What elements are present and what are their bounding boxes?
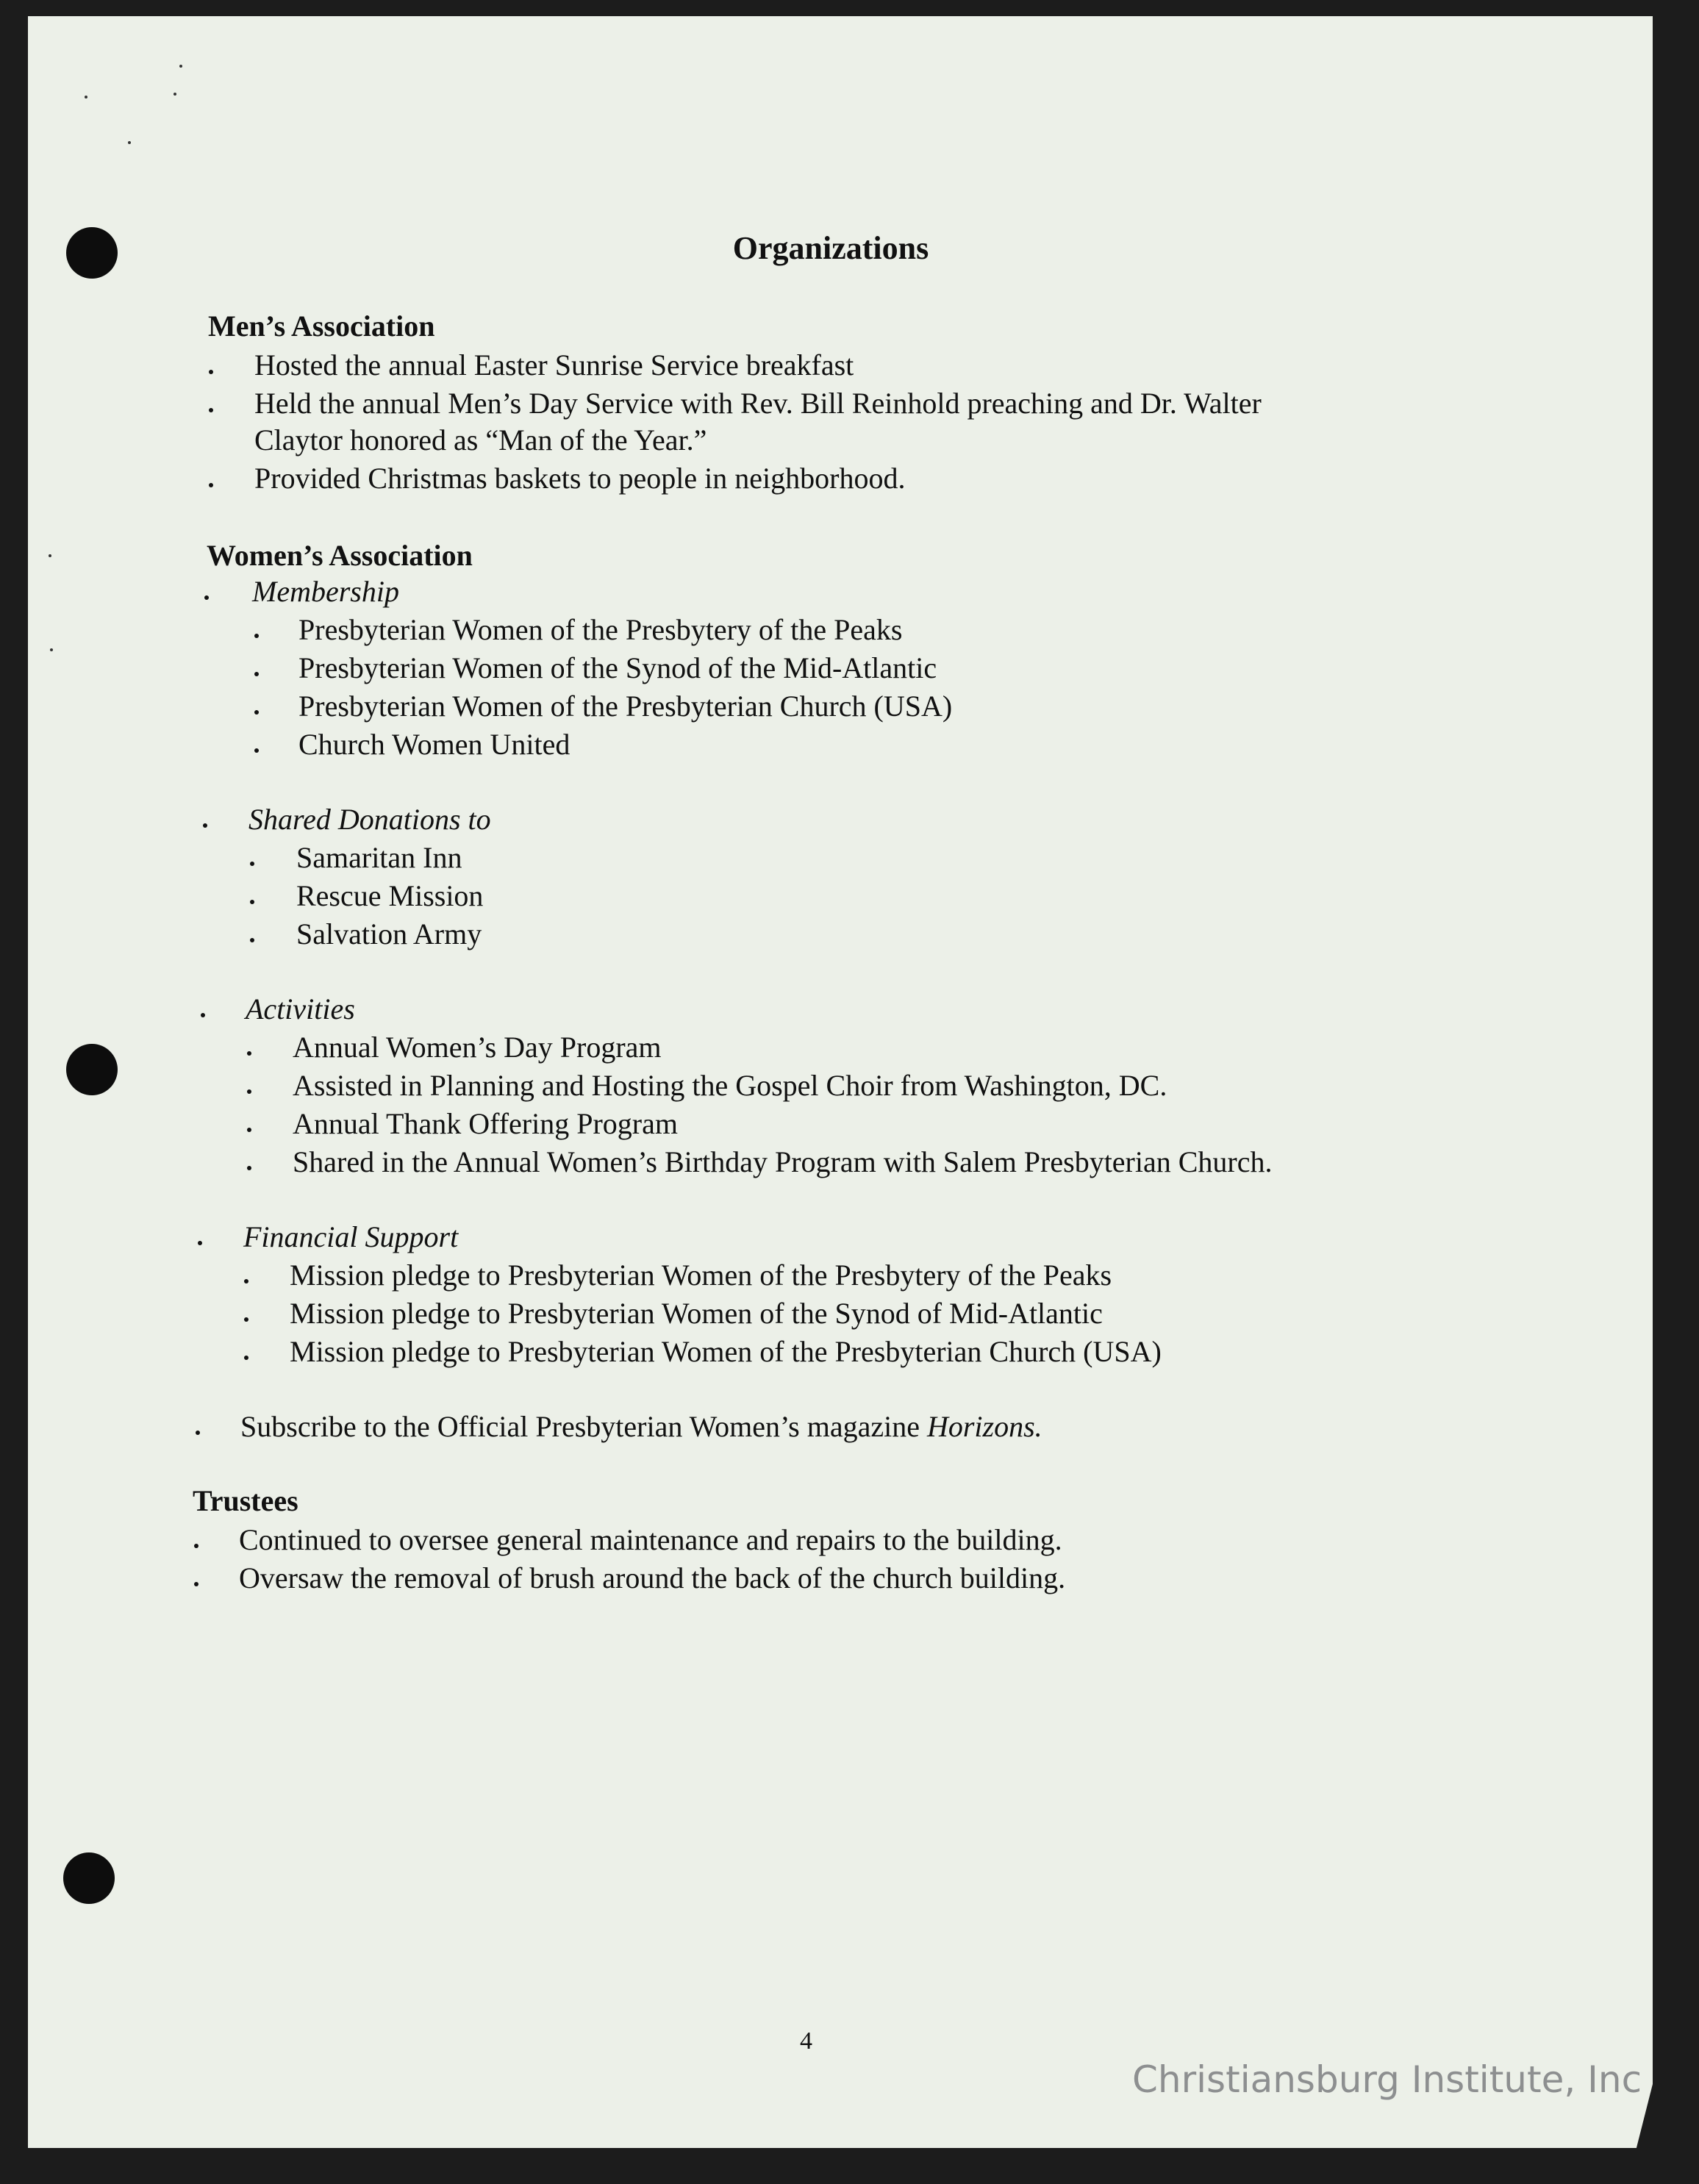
subscribe-text: Subscribe to the Official Presbyterian Women’s magazine [240, 1410, 927, 1443]
list-item: Oversaw the removal of brush around the back of the church building. [239, 1561, 1066, 1594]
bullet [247, 1051, 251, 1056]
bullet [254, 748, 259, 753]
activities-label: Activities [246, 992, 355, 1025]
bullet [247, 1166, 251, 1170]
bullet [194, 1544, 198, 1548]
bullet [254, 672, 259, 676]
bullet [247, 1128, 251, 1132]
list-item: Shared in the Annual Women’s Birthday Program with Salem Presbyterian Church. [293, 1145, 1273, 1178]
watermark: Christiansburg Institute, Inc [1132, 2058, 1642, 2101]
list-item: Assisted in Planning and Hosting the Gospel Choir from Washington, DC. [293, 1069, 1167, 1102]
bullet [254, 634, 259, 638]
bullet [209, 408, 213, 412]
paper-speck [179, 65, 182, 68]
bullet [254, 710, 259, 715]
womens-heading: Women’s Association [207, 539, 473, 572]
bullet [209, 370, 213, 374]
list-item: Salvation Army [296, 917, 482, 950]
bullet [198, 1241, 202, 1245]
list-item: Mission pledge to Presbyterian Women of the Synod of Mid-Atlantic [290, 1297, 1103, 1330]
list-item: Annual Thank Offering Program [293, 1107, 678, 1140]
membership-label: Membership [252, 575, 399, 608]
bullet [196, 1431, 200, 1435]
list-item: Rescue Mission [296, 879, 484, 912]
bullet [244, 1317, 248, 1322]
list-item-continuation: Claytor honored as “Man of the Year.” [254, 423, 707, 457]
paper-speck [128, 141, 131, 144]
list-item: Hosted the annual Easter Sunrise Service breakfast [254, 348, 854, 382]
list-item: Presbyterian Women of the Synod of the Mid-Atlantic [298, 651, 937, 684]
financial-label: Financial Support [243, 1220, 459, 1253]
trustees-heading: Trustees [193, 1484, 298, 1517]
list-item: Held the annual Men’s Day Service with Rev. Bill Reinhold preaching and Dr. Walter [254, 387, 1262, 420]
magazine-title: Horizons. [926, 1410, 1042, 1443]
donations-label: Shared Donations to [248, 803, 491, 836]
list-item: Samaritan Inn [296, 841, 462, 874]
list-item: Church Women United [298, 728, 570, 761]
list-item: Presbyterian Women of the Presbytery of the Peaks [298, 613, 903, 646]
paper-speck [49, 554, 51, 557]
bullet [209, 483, 213, 487]
bullet [250, 862, 254, 866]
list-item: Mission pledge to Presbyterian Women of the Presbytery of the Peaks [290, 1259, 1112, 1292]
list-item: Annual Women’s Day Program [293, 1031, 662, 1064]
bullet [204, 595, 209, 600]
bullet [244, 1356, 248, 1360]
punch-hole [66, 1044, 118, 1095]
paper-speck [50, 648, 53, 651]
bullet [194, 1582, 198, 1586]
bullet [250, 900, 254, 904]
list-item: Provided Christmas baskets to people in neighborhood. [254, 462, 906, 495]
mens-heading: Men’s Association [208, 309, 435, 343]
bullet [203, 823, 207, 828]
paper-speck [174, 93, 176, 96]
bullet [250, 938, 254, 942]
bullet [201, 1013, 205, 1017]
list-item: Presbyterian Women of the Presbyterian Church (USA) [298, 690, 953, 723]
page-title: Organizations [732, 230, 929, 266]
bullet [244, 1279, 248, 1283]
bullet [247, 1089, 251, 1094]
paper-speck [85, 96, 87, 99]
list-item: Mission pledge to Presbyterian Women of the Presbyterian Church (USA) [290, 1335, 1162, 1368]
list-item: Continued to oversee general maintenance and repairs to the building. [239, 1523, 1062, 1556]
page-number: 4 [800, 2027, 812, 2055]
subscribe-line [240, 1412, 1042, 1442]
punch-hole [63, 1852, 115, 1904]
